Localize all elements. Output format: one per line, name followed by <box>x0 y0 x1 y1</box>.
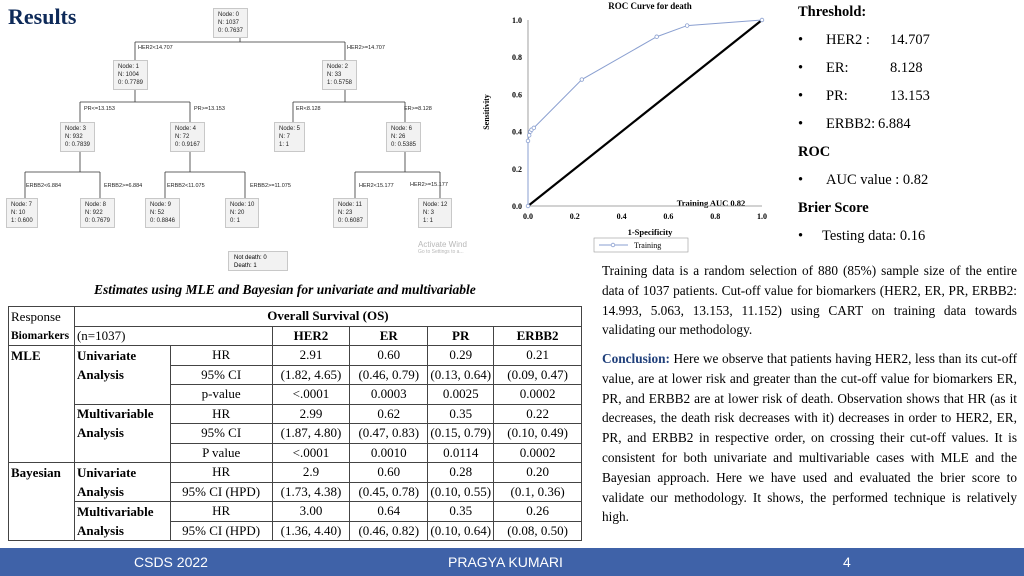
edge-label: ERBB2>=6.884 <box>104 183 143 189</box>
brier-heading: Brier Score <box>798 199 869 216</box>
roc-point <box>526 204 530 208</box>
footer-author: PRAGYA KUMARI <box>448 554 563 570</box>
table-caption: Estimates using MLE and Bayesian for univariate and multivariable <box>94 282 476 297</box>
edge-label: ER<8.128 <box>296 106 321 112</box>
roc-title: ROC Curve for death <box>608 1 692 11</box>
roc-x-label: 1-Specificity <box>627 227 673 237</box>
edge-label: ERBB2>=11.075 <box>250 183 291 189</box>
edge-label: HER2>=15.177 <box>410 182 448 188</box>
y-tick-label: 0.2 <box>512 164 522 174</box>
roc-legend <box>594 238 688 252</box>
edge-label: ER>=8.128 <box>404 106 432 112</box>
table-row: Bayesian Univariate HR 2.9 0.60 0.28 0.20 <box>9 463 582 483</box>
table-row: MLE Univariate HR 2.91 0.60 0.29 0.21 <box>9 346 582 366</box>
roc-legend-label: Training <box>634 241 662 250</box>
auc-value: • AUC value : 0.82 <box>798 171 929 188</box>
roc-auc-label: Training AUC 0.82 <box>676 198 746 208</box>
slide-title: Results <box>8 4 77 29</box>
activate-windows-watermark: Activate Wind Go to Settings to a... <box>418 240 467 255</box>
tree-legend: Not death: 0 Death: 1 <box>228 251 288 271</box>
x-tick-label: 0.0 <box>523 212 533 221</box>
footer-conference: CSDS 2022 <box>134 554 208 570</box>
edge-label: PR>=13.153 <box>194 106 225 112</box>
roc-point <box>526 139 530 143</box>
footer-page-number: 4 <box>843 554 851 570</box>
table-row: Multivariable HR 2.99 0.62 0.35 0.22 <box>9 404 582 424</box>
tree-node-7: Node: 7 N: 10 1: 0.600 <box>6 198 38 228</box>
y-tick-label: 0.6 <box>512 90 522 100</box>
x-tick-label: 0.4 <box>616 212 627 221</box>
estimates-table <box>8 306 582 541</box>
roc-point <box>685 24 689 28</box>
table-row: Analysis 95% CI (HPD) (1.36, 4.40) (0.46, 0.82) (0.10, 0.64) (0.08, 0.50) <box>9 521 582 541</box>
x-tick-label: 1.0 <box>757 212 767 221</box>
conclusion-paragraph <box>602 349 1017 527</box>
edge-label: ERBB2<6.884 <box>26 183 62 189</box>
tree-node-4: Node: 4 N: 72 0: 0.9167 <box>170 122 205 152</box>
tree-node-5: Node: 5 N: 7 1: 1 <box>274 122 305 152</box>
threshold-erbb2: • ERBB2: 6.884 <box>798 115 911 132</box>
y-tick-label: 0.0 <box>512 202 522 211</box>
roc-point <box>527 134 531 138</box>
table-row: Response Overall Survival (OS) <box>9 307 582 327</box>
roc-point <box>532 126 536 130</box>
y-tick-label: 1.0 <box>512 16 522 25</box>
edge-label: ERBB2<11.075 <box>167 183 205 189</box>
tree-node-3: Node: 3 N: 932 0: 0.7839 <box>60 122 95 152</box>
threshold-er: • ER: 8.128 <box>798 59 923 76</box>
table-row: P value <.0001 0.0010 0.0114 0.0002 <box>9 443 582 463</box>
training-data-paragraph: Training data is a random selection of 880 (85%) sample size of the entire data of 1037 patients. Cut-off value for biomarkers (HER2, ER, PR, ERBB2: 14.993, 5.063, 13.153, 11.152) using CART on training data towards validating our methodology. <box>602 263 1017 338</box>
threshold-her2: • HER2 : 14.707 <box>798 31 930 48</box>
table-row: Analysis 95% CI (1.87, 4.80) (0.47, 0.83) (0.15, 0.79) (0.10, 0.49) <box>9 424 582 444</box>
tree-node-9: Node: 9 N: 52 0: 0.8846 <box>145 198 180 228</box>
table-row: p-value <.0001 0.0003 0.0025 0.0002 <box>9 385 582 405</box>
tree-node-11: Node: 11 N: 23 0: 0.6087 <box>333 198 368 228</box>
tree-node-2: Node: 2 N: 33 1: 0.5758 <box>322 60 357 90</box>
tree-node-6: Node: 6 N: 26 0: 0.5385 <box>386 122 421 152</box>
roc-point <box>580 78 584 82</box>
y-tick-label: 0.8 <box>512 53 522 63</box>
tree-node-12: Node: 12 N: 3 1: 1 <box>418 198 452 228</box>
edge-label: HER2<15.177 <box>359 183 394 189</box>
threshold-heading: Threshold: <box>798 4 867 20</box>
tree-node-8: Node: 8 N: 922 0: 0.7679 <box>80 198 115 228</box>
slide-footer <box>0 548 1024 576</box>
tree-node-1: Node: 1 N: 1004 0: 0.7789 <box>113 60 148 90</box>
table-row: Analysis 95% CI (1.82, 4.65) (0.46, 0.79) (0.13, 0.64) (0.09, 0.47) <box>9 365 582 385</box>
edge-label: PR<=13.153 <box>84 106 115 112</box>
roc-heading: ROC <box>798 143 831 160</box>
decision-tree <box>0 0 467 272</box>
table-row: Multivariable HR 3.00 0.64 0.35 0.26 <box>9 502 582 522</box>
roc-point <box>655 35 659 39</box>
edge-label: HER2>=14.707 <box>347 45 385 51</box>
roc-chart <box>478 0 788 258</box>
roc-y-label: Sensitivity <box>482 94 491 130</box>
x-tick-label: 0.2 <box>569 212 580 221</box>
tree-node-0: Node: 0 N: 1037 0: 0.7637 <box>213 8 248 38</box>
threshold-panel <box>798 4 1024 250</box>
table-row: Biomarkers (n=1037) HER2 ER PR ERBB2 <box>9 326 582 346</box>
x-tick-label: 0.6 <box>663 212 674 221</box>
conclusion-label: Conclusion: <box>602 351 670 366</box>
conclusion-text: Here we observe that patients having HER2, less than its cut-off value, are at lower risk and greater than the cut-off value for biomarkers ER, PR, and ERBB2 are at lower risk of death. Observation shows that HR (as it decreases, the death risk decreases with it) decreases in order to HER2, ER, PR, and ERBB2 in respective order, on crossing their cut-off values. It is consistent for both univariate and multivariable cases with MLE and the Bayesian approach. Here we have used and evaluated the brier score to validate our methodology. It shows, the performed technique is relatively high. <box>602 351 1017 525</box>
brier-value: • Testing data: 0.16 <box>798 227 926 244</box>
y-tick-label: 0.4 <box>512 127 522 137</box>
x-tick-label: 0.8 <box>710 212 721 221</box>
table-row: Analysis 95% CI (HPD) (1.73, 4.38) (0.45, 0.78) (0.10, 0.55) (0.1, 0.36) <box>9 482 582 502</box>
edge-label: HER2<14.707 <box>138 45 173 51</box>
roc-point <box>760 18 764 22</box>
tree-node-10: Node: 10 N: 20 0: 1 <box>225 198 259 228</box>
threshold-pr: • PR: 13.153 <box>798 87 930 104</box>
